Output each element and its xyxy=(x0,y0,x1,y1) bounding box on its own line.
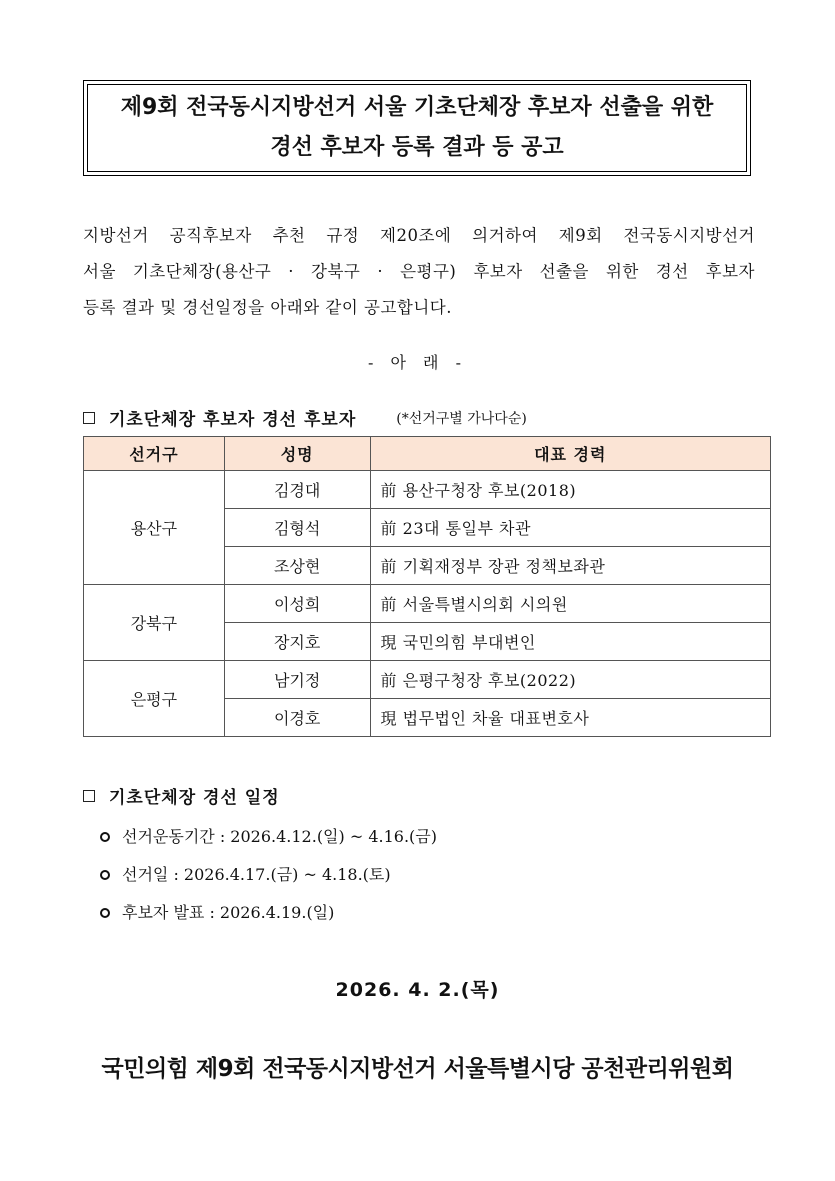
schedule-text: 후보자 발표 : 2026.4.19.(일) xyxy=(122,903,335,922)
section-heading-text: 기초단체장 후보자 경선 후보자 xyxy=(109,410,357,430)
candidate-name: 남기정 xyxy=(224,661,370,699)
intro-line-1: 지방선거 공직후보자 추천 규정 제20조에 의거하여 제9회 전국동시지방선거 xyxy=(83,226,755,245)
district-cell: 강북구 xyxy=(84,585,225,661)
header-district: 선거구 xyxy=(84,437,225,471)
candidate-name: 이성희 xyxy=(224,585,370,623)
circle-bullet-icon xyxy=(100,908,110,918)
candidate-career: 前 23대 통일부 차관 xyxy=(370,509,770,547)
list-item xyxy=(100,894,437,932)
candidate-name: 이경호 xyxy=(224,699,370,737)
circle-bullet-icon xyxy=(100,870,110,880)
candidate-career: 前 기획재정부 장관 정책보좌관 xyxy=(370,547,770,585)
title-box xyxy=(83,80,751,176)
intro-paragraph xyxy=(83,218,755,326)
candidate-name: 김형석 xyxy=(224,509,370,547)
schedule-list xyxy=(100,818,437,932)
title-line-2: 경선 후보자 등록 결과 등 공고 xyxy=(270,135,564,160)
candidate-name: 김경대 xyxy=(224,471,370,509)
candidate-name: 조상현 xyxy=(224,547,370,585)
candidate-career: 現 국민의힘 부대변인 xyxy=(370,623,770,661)
section-heading-schedule xyxy=(83,783,280,808)
candidates-table xyxy=(83,436,771,737)
intro-line-3: 등록 결과 및 경선일정을 아래와 같이 공고합니다. xyxy=(83,298,452,317)
schedule-text: 선거운동기간 : 2026.4.12.(일) ~ 4.16.(금) xyxy=(122,827,437,846)
section-note: (*선거구별 가나다순) xyxy=(396,410,527,427)
checkbox-square-icon xyxy=(83,412,95,424)
section-heading-text: 기초단체장 경선 일정 xyxy=(109,788,280,808)
candidate-career: 前 용산구청장 후보(2018) xyxy=(370,471,770,509)
circle-bullet-icon xyxy=(100,832,110,842)
candidate-career: 前 은평구청장 후보(2022) xyxy=(370,661,770,699)
organization-name: 국민의힘 제9회 전국동시지방선거 서울특별시당 공천관리위원회 xyxy=(101,1056,734,1082)
announcement-date: 2026. 4. 2.(목) xyxy=(335,979,500,1001)
district-cell: 은평구 xyxy=(84,661,225,737)
header-name: 성명 xyxy=(224,437,370,471)
table-row xyxy=(84,585,771,623)
list-item xyxy=(100,856,437,894)
table-row xyxy=(84,471,771,509)
table-row xyxy=(84,661,771,699)
table-header-row xyxy=(84,437,771,471)
schedule-text: 선거일 : 2026.4.17.(금) ~ 4.18.(토) xyxy=(122,865,391,884)
candidate-career: 前 서울특별시의회 시의원 xyxy=(370,585,770,623)
district-cell: 용산구 xyxy=(84,471,225,585)
candidate-name: 장지호 xyxy=(224,623,370,661)
section-heading-candidates xyxy=(83,405,527,430)
checkbox-square-icon xyxy=(83,790,95,802)
title-line-1: 제9회 전국동시지방선거 서울 기초단체장 후보자 선출을 위한 xyxy=(120,95,714,120)
candidate-career: 現 법무법인 차율 대표변호사 xyxy=(370,699,770,737)
intro-line-2: 서울 기초단체장(용산구 · 강북구 · 은평구) 후보자 선출을 위한 경선 후보자 xyxy=(83,262,755,281)
list-item xyxy=(100,818,437,856)
title xyxy=(87,84,747,172)
separator-text: - 아 래 - xyxy=(368,353,467,372)
header-career: 대표 경력 xyxy=(370,437,770,471)
